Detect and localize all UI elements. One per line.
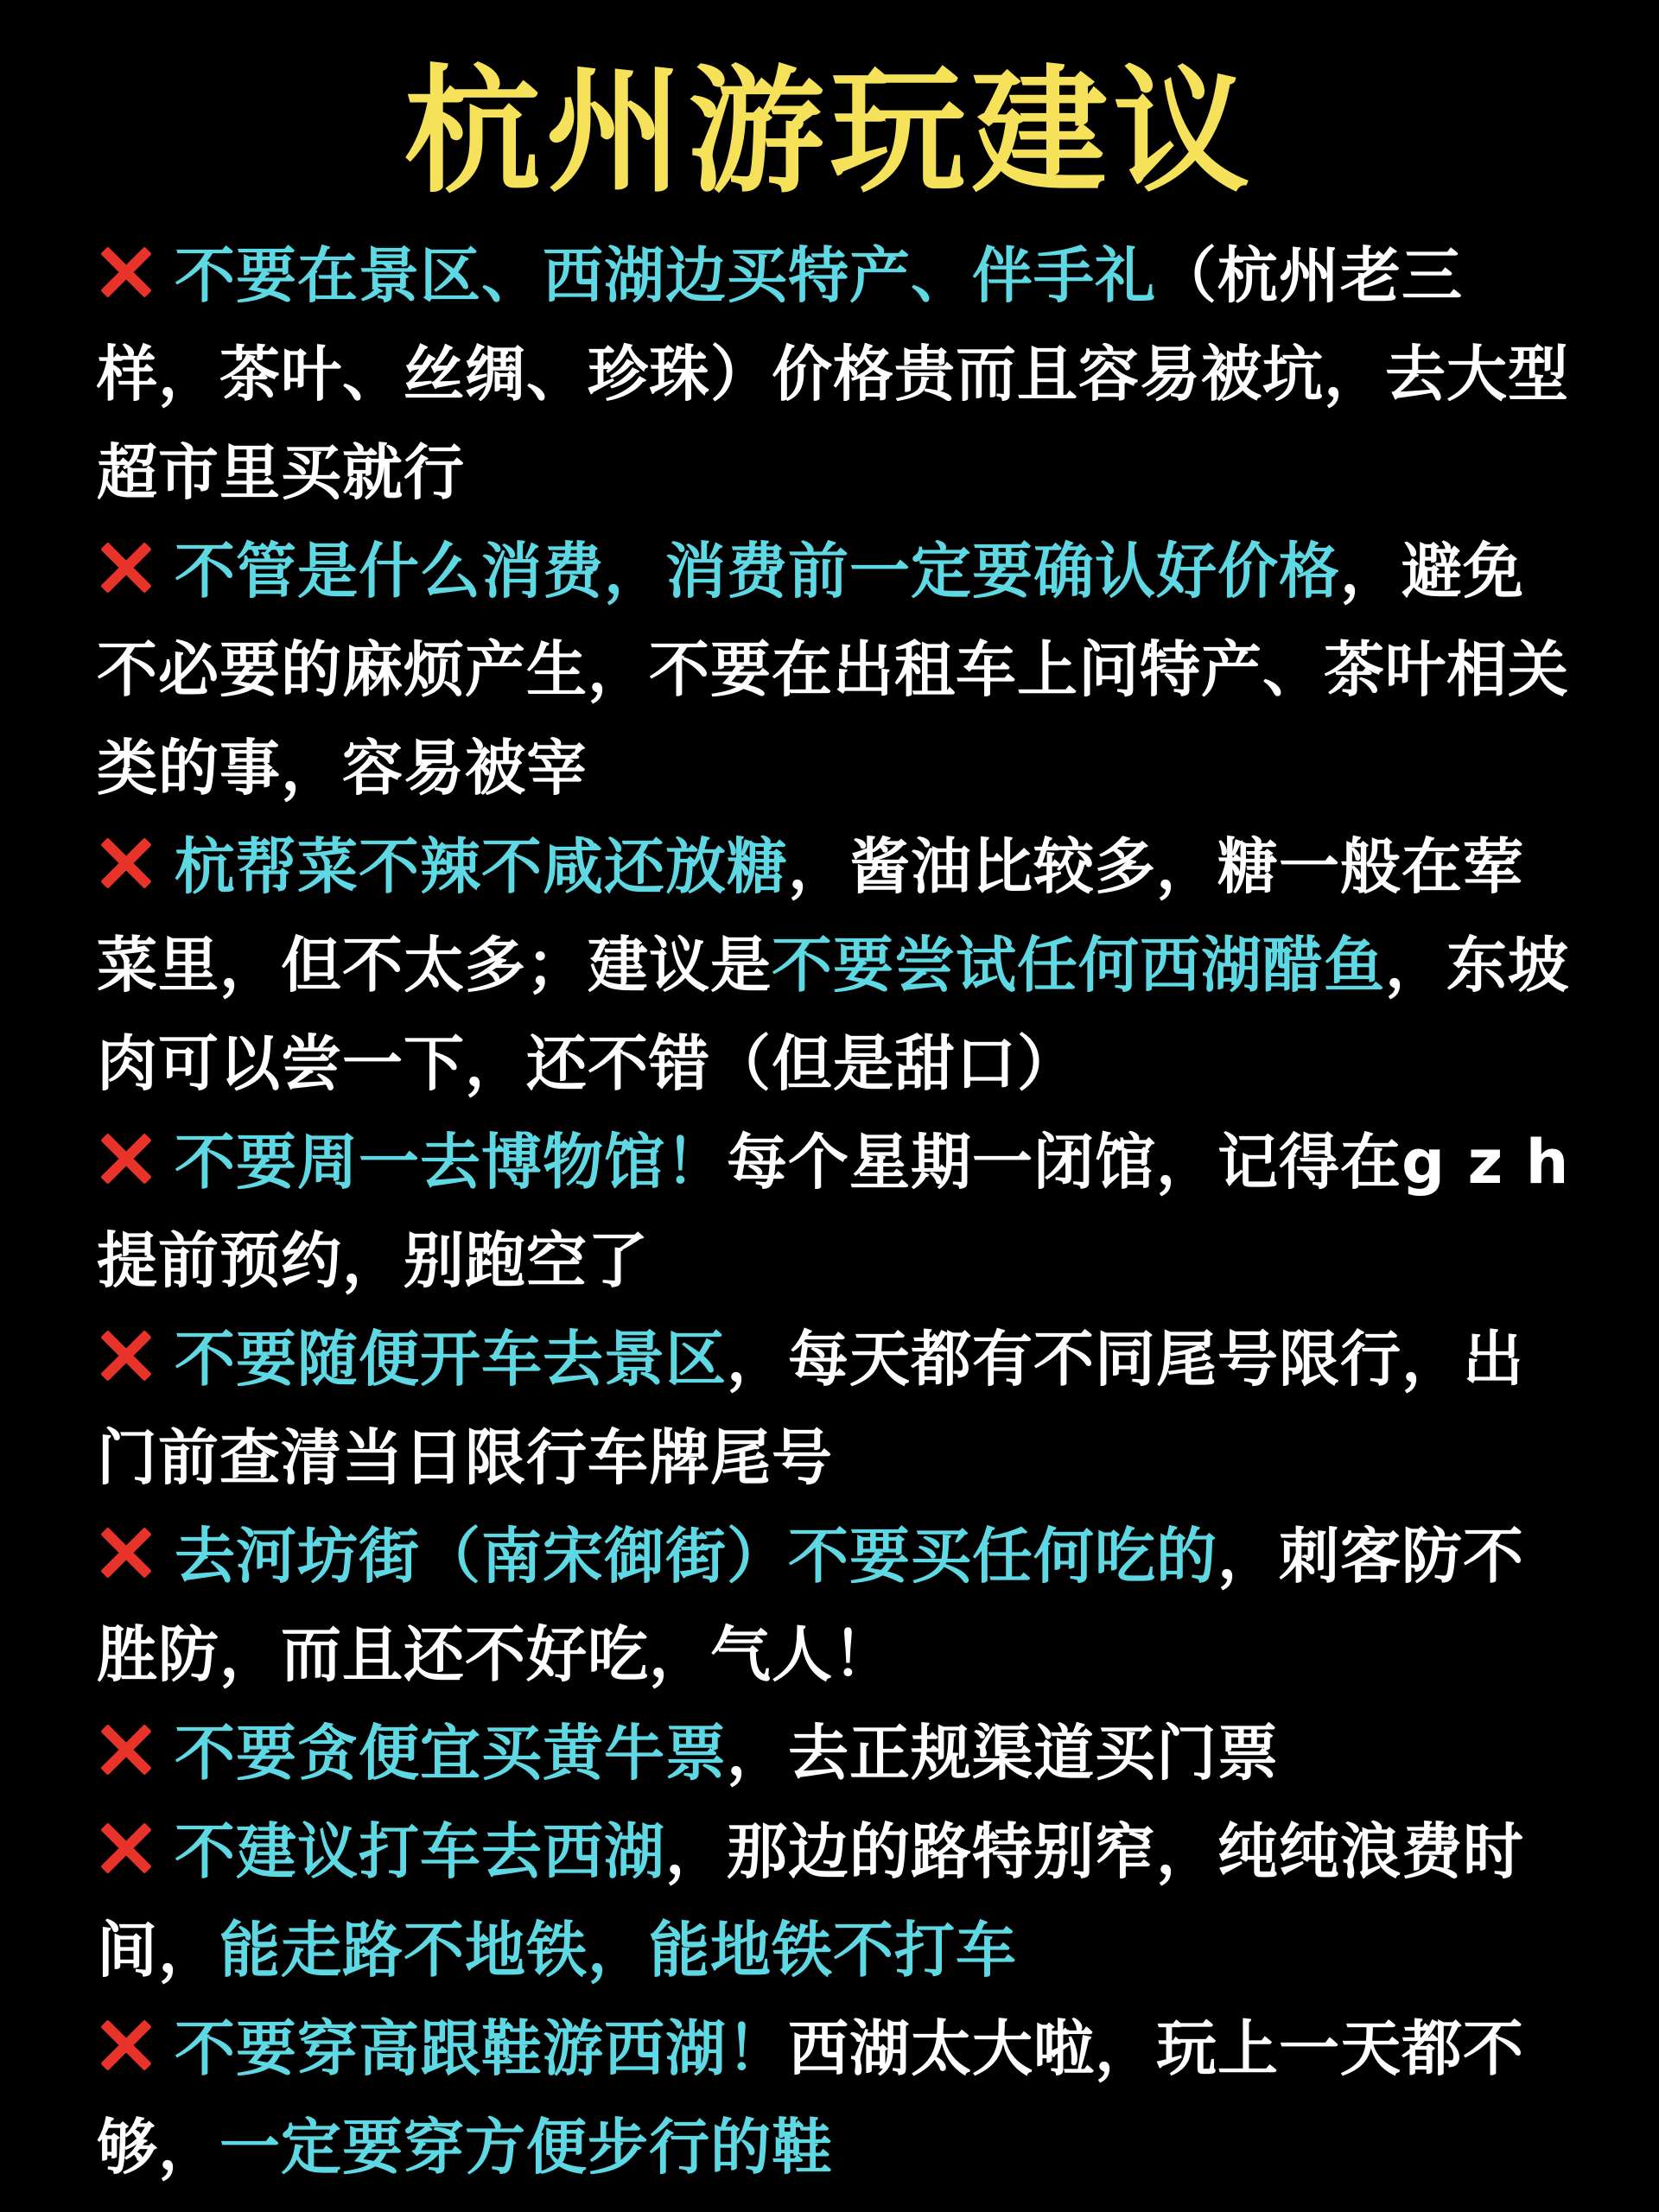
tip-highlight-text: 不要尝试任何西湖醋鱼: [772, 930, 1385, 1001]
tip-item: [97, 1507, 1583, 1704]
tip-item: [97, 1802, 1583, 1999]
tip-item: [97, 1704, 1583, 1802]
tip-text: ，刺客防不胜防，而且还不好吃，气人！: [97, 1521, 1524, 1690]
tip-item: [97, 522, 1583, 817]
tip-text: 每个星期一闭馆，记得在g z h提前预约，别跑空了: [97, 1127, 1570, 1296]
tip-highlight-text: 不要穿高跟鞋游西湖！: [175, 2013, 788, 2084]
tip-highlight-text: 能走路不地铁，能地铁不打车: [219, 1915, 1017, 1986]
tip-text: ，东坡肉可以尝一下，还不错（但是甜口）: [97, 930, 1569, 1099]
tip-text: ，酱油比较多，糖一般在荤菜里，但不太多；建议是: [97, 831, 1524, 1001]
tip-text: ，那边的路特别窄，纯纯浪费时间，: [97, 1816, 1524, 1986]
tip-highlight-text: 杭帮菜不辣不咸还放糖: [175, 831, 788, 902]
x-mark-icon: [97, 836, 152, 891]
tip-item: [97, 226, 1583, 522]
tip-text: 西湖太大啦，玩上一天都不够，: [97, 2013, 1524, 2183]
x-mark-icon: [97, 1722, 152, 1777]
tip-text: （杭州老三样，茶叶、丝绸、珍珠）价格贵而且容易被坑，去大型超市里买就行: [97, 240, 1569, 508]
tip-text: ，去正规渠道买门票: [727, 1718, 1279, 1789]
x-mark-icon: [97, 1525, 152, 1580]
x-mark-icon: [97, 1328, 152, 1383]
x-mark-icon: [97, 245, 152, 300]
tip-highlight-text: 去河坊街（南宋御街）不要买任何吃的: [175, 1521, 1217, 1592]
x-mark-icon: [97, 540, 152, 595]
x-mark-icon: [97, 1821, 152, 1876]
tip-highlight-text: 不管是什么消费，消费前一定要确认好价格: [175, 536, 1340, 607]
tip-highlight-text: 不要周一去博物馆！: [175, 1127, 727, 1198]
tip-text: ，每天都有不同尾号限行，出门前查清当日限行车牌尾号: [97, 1324, 1524, 1493]
tip-highlight-text: 一定要穿方便步行的鞋: [219, 2112, 833, 2183]
tip-item: [97, 817, 1583, 1113]
tip-highlight-text: 不要贪便宜买黄牛票: [175, 1718, 727, 1789]
tip-text: ，避免不必要的麻烦产生，不要在出租车上问特产、茶叶相关类的事，容易被宰: [97, 536, 1569, 804]
tip-item: [97, 1113, 1583, 1310]
tip-highlight-text: 不建议打车去西湖: [175, 1816, 665, 1887]
page-title: 杭州游玩建议: [404, 53, 1255, 212]
tip-highlight-text: 不要随便开车去景区: [175, 1324, 727, 1395]
tip-item: [97, 1310, 1583, 1507]
x-mark-icon: [97, 2018, 152, 2073]
tip-item: [97, 1999, 1583, 2196]
tip-highlight-text: 不要在景区、西湖边买特产、伴手礼: [175, 240, 1156, 311]
x-mark-icon: [97, 1131, 152, 1186]
tips-list: [97, 226, 1583, 2196]
